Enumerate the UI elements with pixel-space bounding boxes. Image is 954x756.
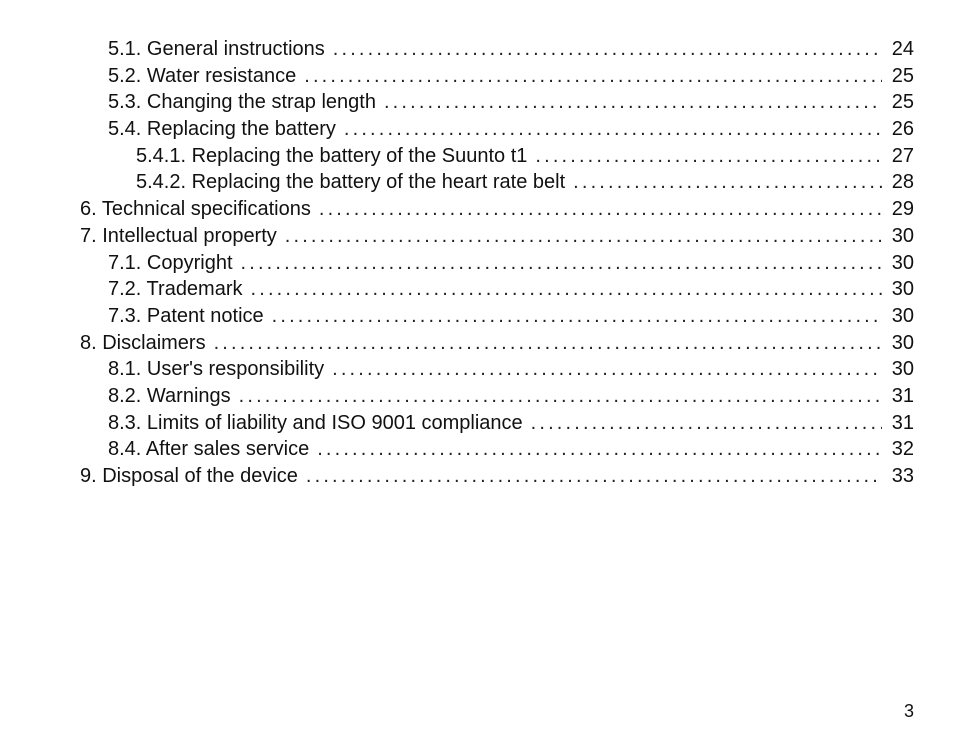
toc-entry-title: 7.2. Trademark bbox=[108, 278, 243, 301]
toc-dot-leader bbox=[319, 196, 882, 223]
toc-dot-leader bbox=[306, 463, 882, 490]
toc-entry-page: 31 bbox=[891, 384, 914, 407]
toc-dot-leader bbox=[333, 36, 882, 63]
toc-entry-title: 6. Technical specifications bbox=[80, 198, 311, 221]
toc-entry-title: 7. Intellectual property bbox=[80, 224, 277, 247]
toc-dot-leader bbox=[272, 303, 882, 330]
toc-entry-page: 30 bbox=[891, 304, 914, 327]
toc-dot-leader bbox=[573, 169, 882, 196]
toc-dot-leader bbox=[317, 436, 882, 463]
toc-entry-page: 31 bbox=[891, 411, 914, 434]
toc-entry[interactable] bbox=[0, 356, 914, 383]
toc-entry-title: 5.2. Water resistance bbox=[108, 64, 297, 87]
toc-dot-leader bbox=[531, 410, 882, 437]
toc-entry-page: 28 bbox=[891, 171, 914, 194]
toc-entry-page: 33 bbox=[891, 465, 914, 487]
toc-entry[interactable] bbox=[0, 36, 914, 63]
toc-entry-title: 5.4.2. Replacing the battery of the heart rate belt bbox=[136, 171, 566, 194]
toc-entry-page: 32 bbox=[891, 438, 914, 461]
toc-dot-leader bbox=[304, 63, 882, 90]
toc-entry[interactable] bbox=[0, 250, 914, 277]
toc-entry-title: 8.1. User's responsibility bbox=[108, 358, 325, 381]
toc-dot-leader bbox=[214, 330, 882, 357]
toc-entry-page: 30 bbox=[891, 251, 914, 274]
toc-entry[interactable] bbox=[0, 410, 914, 437]
toc-entry-page: 27 bbox=[891, 144, 914, 167]
toc-dot-leader bbox=[239, 383, 882, 410]
toc-entry-page: 26 bbox=[891, 118, 914, 141]
toc-entry[interactable] bbox=[0, 89, 914, 116]
toc-entry-title: 5.1. General instructions bbox=[108, 38, 325, 60]
toc-entry[interactable] bbox=[0, 303, 914, 330]
toc-entry-title: 8.3. Limits of liability and ISO 9001 compliance bbox=[108, 411, 523, 434]
toc-entry-page: 30 bbox=[891, 278, 914, 301]
toc-entry-title: 9. Disposal of the device bbox=[80, 465, 298, 487]
toc-entry-page: 30 bbox=[891, 331, 914, 354]
toc-entry-page: 30 bbox=[891, 358, 914, 381]
toc-entry[interactable] bbox=[0, 63, 914, 90]
toc-entry[interactable] bbox=[0, 383, 914, 410]
toc-entry-page: 25 bbox=[891, 91, 914, 114]
toc-entry-title: 5.3. Changing the strap length bbox=[108, 91, 376, 114]
toc-dot-leader bbox=[251, 276, 882, 303]
toc-entry[interactable] bbox=[0, 196, 914, 223]
toc-entry[interactable] bbox=[0, 436, 914, 463]
toc-dot-leader bbox=[535, 143, 882, 170]
toc-entry[interactable] bbox=[0, 330, 914, 357]
toc-entry-title: 8.2. Warnings bbox=[108, 384, 231, 407]
toc-entry-title: 5.4.1. Replacing the battery of the Suunto t1 bbox=[136, 144, 528, 167]
toc-entry[interactable] bbox=[0, 116, 914, 143]
page-number: 3 bbox=[903, 701, 914, 721]
toc-entry-title: 5.4. Replacing the battery bbox=[108, 118, 336, 141]
toc-entry[interactable] bbox=[0, 463, 914, 490]
toc-dot-leader bbox=[285, 223, 882, 250]
toc-entry[interactable] bbox=[0, 143, 914, 170]
table-of-contents bbox=[0, 36, 954, 490]
toc-entry-title: 8.4. After sales service bbox=[108, 438, 310, 461]
toc-dot-leader bbox=[241, 250, 882, 277]
toc-entry-title: 7.3. Patent notice bbox=[108, 304, 264, 327]
toc-entry-page: 29 bbox=[891, 198, 914, 221]
toc-entry-page: 30 bbox=[891, 224, 914, 247]
toc-entry-title: 7.1. Copyright bbox=[108, 251, 233, 274]
toc-dot-leader bbox=[332, 356, 882, 383]
toc-entry[interactable] bbox=[0, 223, 914, 250]
toc-entry-title: 8. Disclaimers bbox=[80, 331, 206, 354]
toc-entry-page: 25 bbox=[891, 64, 914, 87]
toc-entry[interactable] bbox=[0, 276, 914, 303]
toc-dot-leader bbox=[384, 89, 882, 116]
toc-dot-leader bbox=[344, 116, 882, 143]
toc-entry-page: 24 bbox=[891, 38, 914, 60]
toc-entry[interactable] bbox=[0, 169, 914, 196]
